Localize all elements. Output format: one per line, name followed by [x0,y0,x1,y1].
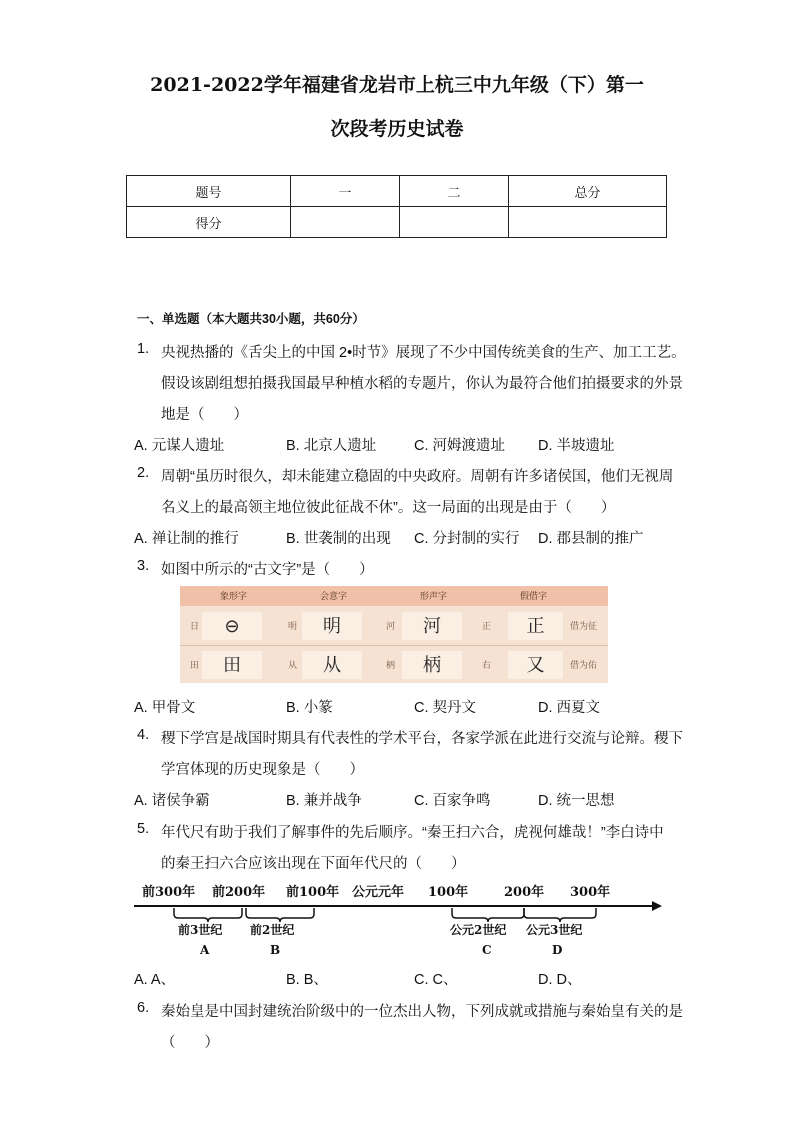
question-text: 周朝“虽历时很久，却未能建立稳固的中央政府。周朝有许多诸侯国，他们无视周 [161,469,674,485]
score-table [126,175,667,238]
timeline-figure [134,880,664,960]
timeline-arrow-icon [652,901,662,911]
option-c[interactable]: C. 河姆渡遗址 [414,438,506,454]
glyph-cell [402,651,462,679]
question-text: 学宫体现的历史现象是（ ） [161,762,364,778]
question-text: （ ） [161,1035,219,1051]
figure-label: 日 [190,621,200,631]
question-number: 2. [137,465,150,481]
glyph: 柄 [423,655,441,675]
ancient-script-figure [180,586,608,683]
option-a[interactable]: A. 诸侯争霸 [134,793,210,809]
option-d[interactable]: D. 郡县制的推广 [538,531,644,547]
option-b[interactable]: B. B、 [286,972,328,988]
figure-label: 借为佑 [570,660,598,670]
figure-row [180,645,608,684]
timeline-span-label: 公元2世纪 [450,923,507,937]
option-c[interactable]: C. 分封制的实行 [414,531,520,547]
figure-label: 柄 [386,660,396,670]
glyph-cell [302,651,362,679]
timeline-span-label: 前2世纪 [250,923,295,937]
option-c[interactable]: C. C、 [414,972,458,988]
question-number: 5. [137,821,150,837]
option-a[interactable]: A. 甲骨文 [134,700,196,716]
glyph-cell [202,612,262,640]
figure-label: 正 [482,621,492,631]
figure-header-row [180,586,608,606]
question-text: 如图中所示的“古文字”是（ ） [161,562,374,578]
exam-title-line-2: 次段考历史试卷 [330,118,464,140]
option-d[interactable]: D. 西夏文 [538,700,601,716]
question-text: 名义上的最高领主地位彼此征战不休”。这一局面的出现是由于（ ） [161,500,616,516]
question-number: 4. [137,727,150,743]
timeline-letter: C [482,943,492,957]
glyph: 河 [423,616,441,636]
timeline-tick-label: 公元元年 [352,885,405,900]
figure-label: 河 [386,621,396,631]
score-cell: 题号 [127,176,291,207]
glyph-cell [202,651,262,679]
timeline-tick-label: 前100年 [286,885,340,900]
glyph-cell [508,651,563,679]
figure-label: 右 [482,660,492,670]
figure-header: 假借字 [520,591,548,601]
option-d[interactable]: D. 统一思想 [538,793,615,809]
score-table-score-row [127,207,667,238]
figure-header: 形声字 [420,591,448,601]
glyph-cell [302,612,362,640]
option-a[interactable]: A. 元谋人遗址 [134,438,225,454]
timeline-brackets [174,908,596,922]
score-cell: 得分 [127,207,291,238]
timeline-letter: D [552,943,563,957]
score-cell: 一 [291,176,400,207]
timeline-span-label: 公元3世纪 [526,923,583,937]
score-input-cell[interactable] [400,207,509,238]
question-text: 央视热播的《舌尖上的中国 2•时节》展现了不少中国传统美食的生产、加工工艺。 [161,345,686,361]
option-c[interactable]: C. 百家争鸣 [414,793,491,809]
figure-row [180,607,608,645]
timeline-tick-label: 前300年 [142,885,196,900]
question-text: 假设该剧组想拍摄我国最早种植水稻的专题片，你认为最符合他们拍摄要求的外景 [161,376,683,392]
option-a[interactable]: A. A、 [134,972,176,988]
timeline-tick-label: 300年 [570,885,611,900]
question-text: 秦始皇是中国封建统治阶级中的一位杰出人物，下列成就或措施与秦始皇有关的是 [161,1004,683,1020]
timeline-tick-label: 前200年 [212,885,266,900]
timeline-letter: B [270,943,281,957]
glyph: 又 [526,655,545,675]
figure-label: 借为征 [570,621,598,631]
option-a[interactable]: A. 禅让制的推行 [134,531,239,547]
timeline-tick-label: 200年 [504,885,545,900]
question-text: 的秦王扫六合应该出现在下面年代尺的（ ） [161,856,466,872]
score-input-cell[interactable] [291,207,400,238]
question-text: 稷下学宫是战国时期具有代表性的学术平台，各家学派在此进行交流与论辩。稷下 [161,731,683,747]
score-cell: 总分 [509,176,667,207]
glyph: 明 [323,616,341,636]
section-heading: 一、单选题（本大题共30小题，共60分） [137,312,365,326]
option-c[interactable]: C. 契丹文 [414,700,477,716]
timeline-letter: A [200,943,210,957]
question-text: 地是（ ） [161,407,248,423]
option-b[interactable]: B. 兼并战争 [286,793,362,809]
glyph: ⊖ [224,616,240,636]
question-number: 1. [137,341,150,357]
timeline-span-label: 前3世纪 [178,923,223,937]
question-number: 3. [137,558,150,574]
figure-header: 会意字 [320,591,348,601]
option-d[interactable]: D. D、 [538,972,582,988]
question-text: 年代尺有助于我们了解事件的先后顺序。“秦王扫六合，虎视何雄哉！”李白诗中 [161,825,664,841]
figure-label: 从 [288,660,298,670]
glyph-cell [402,612,462,640]
figure-label: 明 [288,621,298,631]
question-number: 6. [137,1000,150,1016]
glyph-cell [508,612,563,640]
score-cell: 二 [400,176,509,207]
option-b[interactable]: B. 小篆 [286,700,333,716]
figure-label: 田 [190,660,200,670]
option-b[interactable]: B. 北京人遗址 [286,438,377,454]
score-table-header-row [127,176,667,207]
option-d[interactable]: D. 半坡遗址 [538,438,615,454]
score-input-cell[interactable] [509,207,667,238]
timeline-tick-label: 100年 [428,885,469,900]
figure-header: 象形字 [220,591,248,601]
glyph: 田 [223,655,241,675]
exam-title-line-1: 2021-2022学年福建省龙岩市上杭三中九年级（下）第一 [150,74,644,96]
option-b[interactable]: B. 世袭制的出现 [286,531,391,547]
glyph: 从 [323,655,341,675]
glyph: 正 [526,616,545,636]
